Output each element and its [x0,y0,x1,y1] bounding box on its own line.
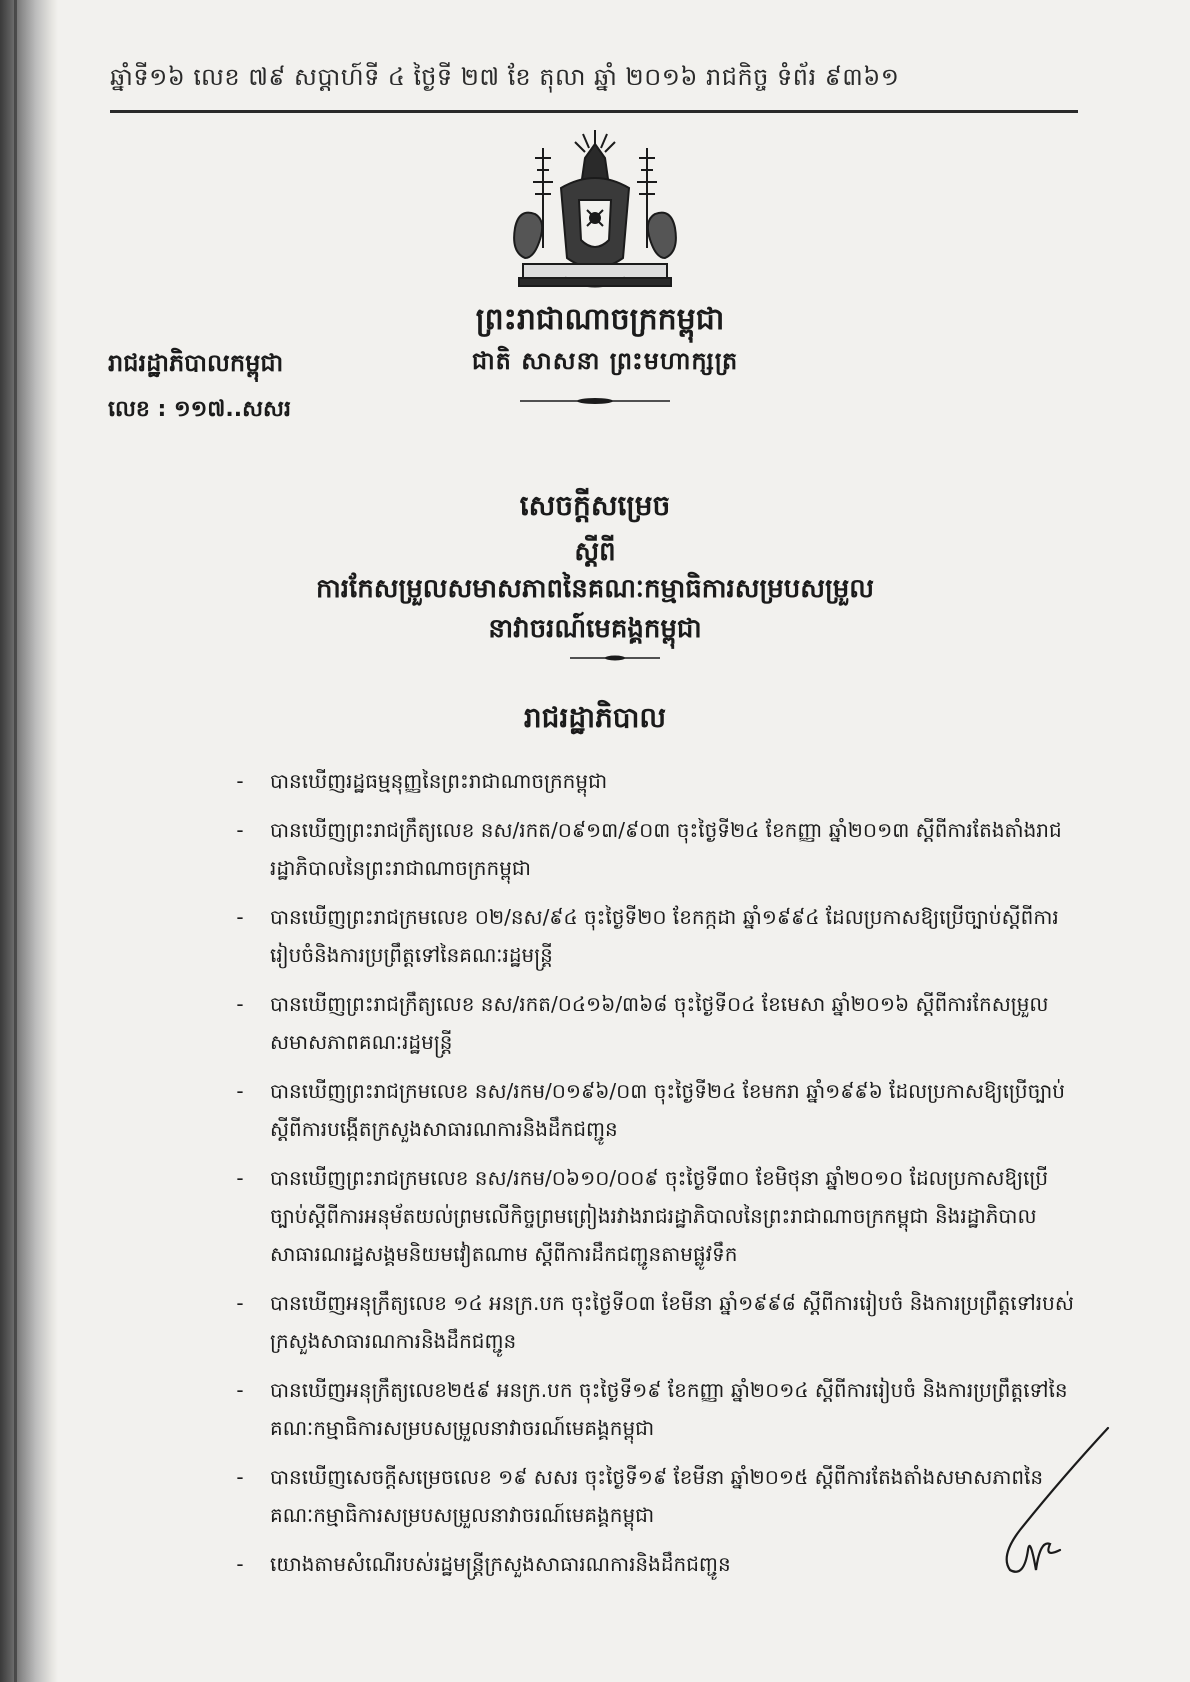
gazette-header: ឆ្នាំទី១៦ លេខ ៧៩ សប្តាហ៍ទី ៤ ថ្ងៃទី ២៧ ខែ តុលា ឆ្នាំ ២០១៦ រាជកិច្ច ទំព័រ ៩៣៦១ [110,63,900,91]
list-marker: - [236,1465,244,1489]
list-item [230,1458,1080,1534]
list-marker: - [236,905,244,929]
list-item-text: បានឃើញអនុក្រឹត្យលេខ ១៤ អនក្រ.បក ចុះថ្ងៃទី០៣ ខែមីនា ឆ្នាំ១៩៩៨ ស្តីពីការរៀបចំ និងការប្រព្រឹត្តទៅរបស់ក្រសួងសាធារណការនិងដឹកជញ្ជូន [270,1291,1074,1353]
list-item [230,811,1080,887]
list-marker: - [236,769,244,793]
considerations-list [230,762,1080,1594]
list-marker: - [236,1079,244,1103]
list-item-text: បានឃើញព្រះរាជក្រឹត្យលេខ នស/រកត/០៩១៣/៩០៣ ចុះថ្ងៃទី២៤ ខែកញ្ញា ឆ្នាំ២០១៣ ស្តីពីការតែងតាំងរាជរដ្ឋាភិបាលនៃព្រះរាជាណាចក្រកម្ពុជា [270,818,1062,880]
document-about: ស្តីពី [574,537,616,567]
list-marker: - [236,1291,244,1315]
list-item [230,1371,1080,1447]
list-item-text: យោងតាមសំណើរបស់រដ្ឋមន្ត្រីក្រសួងសាធារណការនិងដឹកជញ្ជូន [270,1552,731,1576]
list-marker: - [236,1378,244,1402]
list-marker: - [236,992,244,1016]
list-item [230,898,1080,974]
list-item-text: បានឃើញព្រះរាជក្រមលេខ នស/រកម/០៦១០/០០៩ ចុះថ្ងៃទី៣០ ខែមិថុនា ឆ្នាំ២០១០ ដែលប្រកាសឱ្យប្រើច្បាប់ស្តីពីការអនុម័តយល់ព្រមលើកិច្ចព្រមព្រៀងរវាងរាជរដ្ឋាភិបាលនៃព្រះរាជាណាចក្រកម្ពុជា និងរដ្ឋាភិបាលសាធារណរដ្ឋសង្គមនិយមវៀតណាម ស្តីពីការដឹកជញ្ជូនតាមផ្លូវទឹក [270,1166,1049,1266]
list-item-text: បានឃើញសេចក្តីសម្រេចលេខ ១៩ សសរ ចុះថ្ងៃទី១៩ ខែមីនា ឆ្នាំ២០១៥ ស្តីពីការតែងតាំងសមាសភាពនៃគណៈកម្មាធិការសម្របសម្រួលនាវាចរណ៍មេគង្គកម្ពុជា [270,1465,1044,1527]
list-item [230,1545,1080,1583]
list-marker: - [236,1166,244,1190]
list-item [230,1072,1080,1148]
header-rule [110,110,1078,113]
list-item-text: បានឃើញរដ្ឋធម្មនុញ្ញនៃព្រះរាជាណាចក្រកម្ពុជា [270,769,608,793]
handwritten-initials-icon [980,1420,1120,1580]
list-item-text: បានឃើញព្រះរាជក្រមលេខ ០២/នស/៩៤ ចុះថ្ងៃទី២០ ខែកក្កដា ឆ្នាំ១៩៩៤ ដែលប្រកាសឱ្យប្រើច្បាប់ស្តីពីការរៀបចំនិងការប្រព្រឹត្តទៅនៃគណៈរដ្ឋមន្ត្រី [270,905,1059,967]
scan-shadow-edge [0,0,58,1682]
list-item-text: បានឃើញព្រះរាជក្រមលេខ នស/រកម/០១៩៦/០៣ ចុះថ្ងៃទី២៤ ខែមករា ឆ្នាំ១៩៩៦ ដែលប្រកាសឱ្យប្រើច្បាប់ស្តីពីការបង្កើតក្រសួងសាធារណការនិងដឹកជញ្ជូន [270,1079,1065,1141]
list-item [230,985,1080,1061]
document-title-line-2: នាវាចរណ៍មេគង្គកម្ពុជា [488,614,702,644]
list-marker: - [236,1552,244,1576]
list-item-text: បានឃើញព្រះរាជក្រឹត្យលេខ នស/រកត/០៤១៦/៣៦៨ ចុះថ្ងៃទី០៤ ខែមេសា ឆ្នាំ២០១៦ ស្តីពីការកែសម្រួលសមាសភាពគណៈរដ្ឋមន្ត្រី [270,992,1049,1054]
list-marker: - [236,818,244,842]
list-item-text: បានឃើញអនុក្រឹត្យលេខ២៥៩ អនក្រ.បក ចុះថ្ងៃទី១៩ ខែកញ្ញា ឆ្នាំ២០១៤ ស្តីពីការរៀបចំ និងការប្រព្រឹត្តទៅនៃគណៈកម្មាធិការសម្របសម្រួលនាវាចរណ៍មេគង្គកម្ពុជា [270,1378,1068,1440]
list-item [230,1284,1080,1360]
reference-number: លេខ : ១១៧..សសរ [108,397,291,422]
issuing-authority: រាជរដ្ឋាភិបាលកម្ពុជា [108,349,284,377]
document-title-line-1: ការកែសម្រួលសមាសភាពនៃគណៈកម្មាធិការសម្របសម្រួល [315,574,875,604]
list-item [230,762,1080,800]
list-item [230,1159,1080,1273]
royal-arms-of-cambodia-icon [505,128,685,300]
national-motto: ជាតិ សាសនា ព្រះមហាក្សត្រ [471,347,739,375]
kingdom-name: ព្រះរាជាណាចក្រកម្ពុជា [475,302,725,337]
title-divider-ornament [570,653,660,663]
section-heading: រាជរដ្ឋាភិបាល [523,701,667,734]
document-type: សេចក្តីសម្រេច [519,489,671,522]
divider-ornament [520,396,670,406]
